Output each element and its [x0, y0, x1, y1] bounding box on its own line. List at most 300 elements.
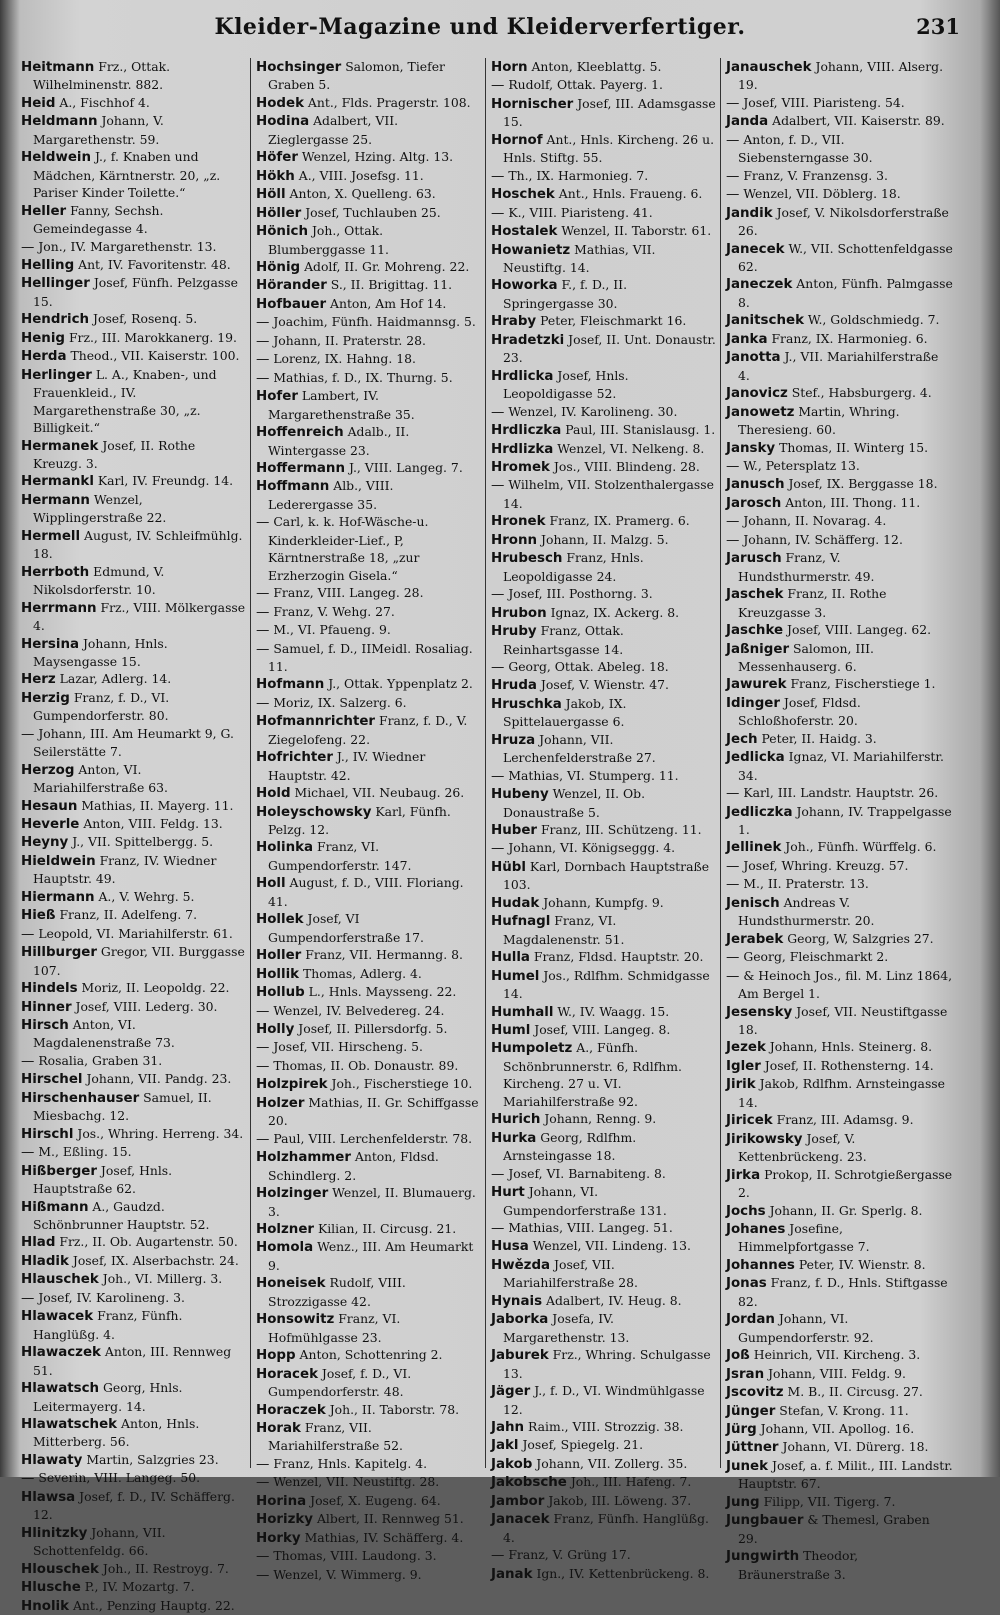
entry-details: Anton, Hnls. Mitterberg. 56. [33, 1415, 200, 1450]
entry-name: Jscovitz [726, 1385, 784, 1401]
entry-details: Rosalia, Graben 31. [34, 1052, 163, 1068]
directory-entry [256, 1184, 482, 1220]
directory-entry [726, 875, 953, 893]
directory-entry [726, 94, 953, 112]
directory-entry [491, 967, 717, 1003]
entry-name: Hubeny [491, 787, 549, 803]
entry-details: Josef, V. Wienstr. 47. [536, 677, 669, 693]
directory-entry [256, 1365, 482, 1401]
entry-details: Moriz, IX. Salzerg. 6. [269, 694, 407, 710]
entry-name: Herzig [21, 690, 70, 706]
entry-name: Homola [256, 1240, 314, 1256]
directory-entry [256, 387, 482, 423]
directory-entry [726, 784, 953, 802]
entry-details: Alb., VIII. Lederergasse 35. [268, 478, 394, 512]
entry-name: Howanietz [491, 242, 571, 258]
directory-entry [726, 730, 953, 748]
entry-details: M. B., II. Circusg. 27. [783, 1384, 923, 1400]
entry-details: Carl, k. k. Hof-Wäsche-u. Kinderkleider-Lief., P, Kärntnerstraße 18, „zur Erzherzogin Gisela.“ [268, 514, 429, 583]
entry-details: Samuel, f. D., IIMeidl. Rosaliag. 11. [268, 640, 473, 674]
directory-entry [21, 1343, 247, 1379]
entry-name: Huml [491, 1023, 531, 1039]
entry-name: Jakobsche [491, 1475, 567, 1491]
entry-details: Josef, Hnls. Leopoldigasse 52. [503, 367, 629, 402]
entry-details: Johann, IV. Schäfferg. 12. [739, 531, 903, 547]
entry-name: Jandik [726, 205, 773, 221]
entry-name: Holly [256, 1022, 295, 1038]
entry-details: Thomas, II. Ob. Donaustr. 89. [269, 1057, 459, 1073]
entry-details: Lorenz, IX. Hahng. 18. [269, 351, 416, 367]
directory-entry [21, 94, 247, 112]
directory-entry [491, 512, 717, 530]
entry-details: Karl, IV. Freundg. 14. [93, 473, 234, 489]
entry-details: Franz, IX. Harmonieg. 6. [767, 330, 928, 346]
entry-name: — [256, 333, 270, 349]
directory-entry [491, 276, 717, 312]
entry-details: A., Gaudzd. Schönbrunner Hauptstr. 52. [33, 1198, 210, 1232]
directory-entry [256, 1455, 482, 1473]
entry-details: Johann, VII. Lerchenfelderstraße 27. [503, 731, 656, 766]
entry-name: Hermanek [21, 438, 99, 454]
entry-name: — [256, 1567, 270, 1583]
entry-details: Wenzel, VII. Döblerg. 18. [739, 186, 901, 202]
entry-name: Jenisch [726, 895, 780, 911]
directory-entry [491, 785, 717, 821]
entry-details: Franz, VI. Gumpendorferstr. 147. [268, 839, 412, 873]
directory-entry [491, 1165, 717, 1183]
entry-name: Holzer [256, 1095, 305, 1111]
entry-details: Lambert, IV. Margarethenstraße 35. [268, 388, 415, 422]
entry-details: Ant., Penzing Hauptg. 22. [69, 1597, 235, 1613]
entry-name: Jsran [726, 1366, 765, 1382]
directory-entry [21, 689, 247, 725]
entry-name: Janacek [491, 1512, 550, 1528]
directory-entry [256, 1130, 482, 1148]
directory-entry [726, 1493, 953, 1511]
entry-details: Josef, Fldsd. Schloßhoferstr. 20. [738, 694, 861, 729]
entry-name: Jarusch [726, 551, 782, 567]
directory-entry [256, 1057, 482, 1075]
directory-entry [21, 1070, 247, 1088]
entry-name: Hoffenreich [256, 425, 344, 441]
entry-details: Thomas, VIII. Laudong. 3. [269, 1548, 437, 1564]
entry-name: — [726, 132, 740, 148]
entry-details: Th., IX. Harmonieg. 7. [504, 167, 649, 183]
entry-name: Herda [21, 349, 67, 365]
entry-name: Holeyschowsky [256, 804, 372, 820]
entry-name: Hofrichter [256, 750, 333, 766]
entry-name: Jawurek [726, 677, 787, 693]
directory-entry [491, 604, 717, 622]
directory-entry [491, 1292, 717, 1310]
entry-details: Joh., Fünfh. Würffelg. 6. [781, 839, 937, 855]
entry-name: Janda [726, 114, 769, 130]
entry-details: Wenzel, II. Ob. Donaustraße 5. [503, 786, 646, 820]
directory-entry [256, 313, 482, 331]
entry-name: Hißmann [21, 1199, 89, 1215]
directory-entry [21, 725, 247, 761]
directory-entry [256, 295, 482, 313]
directory-entry [491, 1237, 717, 1255]
directory-entry [21, 366, 247, 437]
directory-entry [256, 167, 482, 185]
directory-entry [256, 946, 482, 964]
entry-details: Salomon, Tiefer Graben 5. [268, 59, 445, 93]
directory-entry [21, 472, 247, 490]
entry-name: Jäger [491, 1384, 531, 1400]
directory-entry [491, 1382, 717, 1418]
entry-name: Hlauschek [21, 1272, 99, 1288]
entry-details: P., IV. Mozartg. 7. [80, 1579, 195, 1595]
entry-details: Ant., Hnls. Kircheng. 26 u. Hnls. Stiftg. 55. [503, 131, 715, 166]
entry-details: Wenzel, IV. Karolineng. 30. [504, 403, 678, 419]
directory-entry [21, 310, 247, 328]
directory-entry [491, 839, 717, 857]
entry-name: Hlusche [21, 1580, 81, 1596]
entry-name: Hruby [491, 624, 537, 640]
entry-name: — [256, 1040, 270, 1056]
entry-details: Karl, Fünfh. Pelzg. 12. [268, 803, 451, 838]
directory-entry [256, 258, 482, 276]
directory-entry [256, 603, 482, 621]
entry-details: Wenzel, V. Wimmerg. 9. [269, 1566, 422, 1582]
directory-entry [491, 367, 717, 403]
directory-entry [726, 930, 953, 948]
entry-details: Joh., Fischerstiege 10. [327, 1076, 473, 1092]
entry-name: Janecek [726, 241, 785, 257]
entry-name: — [726, 532, 740, 548]
entry-name: Heldwein [21, 150, 92, 166]
entry-name: Höll [256, 187, 286, 203]
entry-details: Wenz., III. Am Heumarkt 9. [268, 1239, 474, 1273]
entry-name: Hinner [21, 999, 72, 1015]
directory-entry [256, 513, 482, 584]
entry-name: Horacek [256, 1366, 318, 1382]
directory-entry [21, 888, 247, 906]
entry-name: Hoschek [491, 187, 555, 203]
entry-name: — [491, 1548, 505, 1564]
entry-details: Lazar, Adlerg. 14. [55, 671, 172, 687]
directory-entry [491, 131, 717, 167]
entry-name: — [21, 926, 35, 942]
directory-entry [491, 1510, 717, 1546]
directory-entry [256, 58, 482, 94]
directory-entry [491, 622, 717, 658]
entry-details: Wenzel, VI. Nelkeng. 8. [553, 440, 705, 456]
entry-name: Heldmann [21, 114, 98, 130]
entry-name: — [21, 726, 35, 742]
entry-details: Franz, V. Wehg. 27. [269, 603, 395, 619]
entry-details: Josef, Hnls. Hauptstraße 62. [33, 1162, 173, 1197]
directory-entry [491, 731, 717, 767]
entry-name: Jarosch [726, 495, 782, 511]
entry-details: Franz, f. D., VI. Gumpendorferstr. 80. [33, 689, 170, 724]
directory-entry [21, 1233, 247, 1251]
entry-name: Hold [256, 786, 291, 802]
entry-name: Hruza [491, 732, 536, 748]
directory-entry [726, 475, 953, 493]
entry-details: Georg, Ottak. Abeleg. 18. [504, 658, 669, 674]
directory-entry [726, 1402, 953, 1420]
entry-details: Josef, Fünfh. Pelzgasse 15. [33, 275, 238, 309]
directory-entry [726, 330, 953, 348]
entry-name: — [256, 352, 270, 368]
entry-name: Holinka [256, 840, 314, 856]
directory-entry [21, 58, 247, 94]
entry-name: Horina [256, 1493, 307, 1509]
entry-details: Martin, Whring. Theresieng. 60. [738, 403, 900, 438]
directory-entry [491, 676, 717, 694]
directory-entry [491, 821, 717, 839]
entry-details: Leopold, VI. Mariahilferstr. 61. [34, 925, 233, 941]
entry-details: Theodor, Bräunerstraße 3. [738, 1548, 859, 1582]
directory-entry [21, 670, 247, 688]
directory-entry [726, 167, 953, 185]
entry-name: Hoffermann [256, 460, 345, 476]
entry-name: Hurich [491, 1112, 541, 1128]
entry-details: Wenzel, Wipplingerstraße 22. [33, 491, 167, 526]
entry-name: — [726, 950, 740, 966]
entry-name: — [256, 515, 270, 531]
directory-entry [256, 204, 482, 222]
directory-entry [21, 491, 247, 527]
entry-details: Wilhelm, VII. Stolzenthalergasse 14. [503, 477, 714, 511]
entry-details: Severin, VIII. Langeg. 50. [34, 1470, 201, 1486]
directory-entry [491, 1129, 717, 1165]
directory-entry [491, 241, 717, 277]
entry-details: Jos., VIII. Blindeng. 28. [549, 458, 700, 474]
directory-entry [491, 1256, 717, 1292]
entry-name: Heitmann [21, 60, 95, 75]
directory-entry [726, 1256, 953, 1274]
entry-name: Jochs [726, 1203, 766, 1219]
entry-details: F., f. D., II. Springergasse 30. [503, 277, 628, 311]
entry-name: Janovicz [726, 386, 788, 402]
entry-details: Anton, Kleeblattg. 5. [527, 59, 662, 74]
entry-name: Hellinger [21, 276, 90, 292]
directory-entry [726, 1511, 953, 1547]
entry-details: Karl, Dornbach Hauptstraße 103. [503, 858, 710, 893]
entry-name: Jakob [491, 1456, 533, 1472]
directory-entry [21, 1198, 247, 1234]
entry-name: Hynais [491, 1293, 543, 1309]
directory-entry [256, 1547, 482, 1565]
directory-entry [726, 748, 953, 784]
entry-details: Kilian, II. Circusg. 21. [314, 1221, 457, 1236]
entry-details: Anton, III. Thong. 11. [781, 494, 921, 510]
entry-name: Honsowitz [256, 1312, 335, 1328]
directory-entry [256, 640, 482, 676]
directory-entry [726, 403, 953, 439]
entry-details: Josef, VI Gumpendorferstraße 17. [268, 911, 424, 945]
entry-name: — [726, 877, 740, 893]
entry-details: Adalbert, VII. Zieglergasse 25. [268, 113, 399, 147]
directory-entry [726, 1130, 953, 1166]
entry-details: Michael, VII. Neubaug. 26. [290, 785, 465, 801]
directory-entry [256, 748, 482, 784]
entry-details: Johann, VI. Gumpendorferstr. 92. [738, 1311, 874, 1345]
entry-details: Heinrich, VII. Kircheng. 3. [749, 1347, 921, 1363]
directory-entry [726, 857, 953, 875]
entry-details: Ign., IV. Kettenbrückeng. 8. [532, 1565, 710, 1581]
entry-details: M., II. Praterstr. 13. [739, 876, 869, 892]
directory-entry [491, 440, 717, 458]
entry-details: Jakob, IX. Spittelauergasse 6. [503, 695, 627, 730]
entry-details: Wenzel, VII. Neustiftg. 28. [269, 1474, 440, 1490]
entry-name: Hönig [256, 259, 301, 275]
entry-name: Jung [726, 1494, 760, 1510]
directory-entry [726, 1274, 953, 1310]
directory-entry [491, 894, 717, 912]
entry-name: Hiermann [21, 889, 95, 905]
entry-details: Joh., II. Taborstr. 78. [325, 1401, 460, 1417]
directory-entry [21, 347, 247, 365]
entry-details: Josef, Spiegelg. 21. [518, 1437, 644, 1453]
entry-name: Hrubesch [491, 551, 563, 567]
entry-name: Hodek [256, 95, 304, 111]
entry-details: Josef, II. Unt. Donaustr. 23. [503, 331, 716, 366]
entry-name: Hlawsa [21, 1489, 76, 1505]
entry-name: Horky [256, 1530, 301, 1546]
directory-entry [21, 1252, 247, 1270]
directory-entry [726, 311, 953, 329]
directory-entry [726, 131, 953, 167]
entry-name: Hlad [21, 1235, 56, 1251]
directory-entry [491, 1183, 717, 1219]
directory-entry [21, 238, 247, 256]
directory-entry [491, 76, 717, 94]
entry-name: — [256, 315, 270, 331]
entry-details: Anton, Fldsd. Schindlerg. 2. [268, 1149, 439, 1183]
entry-name: — [256, 1475, 270, 1491]
entry-name: Jordan [726, 1312, 775, 1328]
entry-details: Anton, Schottenring 2. [295, 1347, 443, 1363]
directory-entry [21, 833, 247, 851]
directory-entry [491, 1346, 717, 1382]
directory-entry [256, 838, 482, 874]
entry-name: Igler [726, 1058, 761, 1074]
entry-name: — [21, 1145, 35, 1161]
directory-entry [21, 1307, 247, 1343]
entry-name: — [256, 623, 270, 639]
directory-entry [256, 1566, 482, 1584]
entry-details: W., VII. Schottenfeldgasse 62. [738, 240, 953, 274]
entry-details: Josef, II. Rothe Kreuzg. 3. [33, 437, 196, 471]
entry-details: Franz, Fünfh. Hanglüßg. 4. [33, 1308, 183, 1342]
entry-details: Mathias, II. Mayerg. 11. [77, 797, 234, 813]
directory-entry [256, 477, 482, 513]
directory-entry [491, 948, 717, 966]
entry-details: & Heinoch Jos., fil. M. Linz 1864, Am Bergel 1. [738, 967, 953, 1002]
entry-name: Janitschek [726, 313, 804, 329]
entry-details: Johann, VIII. Feldg. 9. [764, 1365, 906, 1381]
entry-details: A., Fünfh. Schönbrunnerstr. 6, Rdlfhm. Kircheng. 27 u. VI. Mariahilferstraße 92. [503, 1040, 682, 1109]
entry-details: J., f. D., VI. Windmühlgasse 12. [503, 1383, 705, 1417]
entry-name: Hofmannrichter [256, 714, 376, 730]
directory-entry [256, 584, 482, 602]
entry-name: — [726, 168, 740, 184]
entry-details: Adolf, II. Gr. Mohreng. 22. [300, 258, 470, 274]
entry-name: Hoffmann [256, 479, 330, 495]
entry-name: Jaborka [491, 1312, 549, 1328]
entry-name: Herzog [21, 762, 75, 778]
entry-name: Jürg [726, 1421, 757, 1437]
directory-entry [256, 803, 482, 839]
directory-entry [21, 527, 247, 563]
entry-details: Georg, Fleischmarkt 2. [739, 949, 889, 965]
directory-entry [256, 1401, 482, 1419]
entry-details: Johann, VI. Königseggg. 4. [504, 840, 676, 856]
directory-entry [491, 858, 717, 894]
entry-details: J., Ottak. Yppenplatz 2. [324, 676, 473, 692]
entry-details: Rudolf, VIII. Strozzigasse 42. [268, 1275, 406, 1309]
entry-details: Joh., Ottak. Blumberggasse 11. [268, 223, 389, 257]
directory-entry [726, 585, 953, 621]
entry-details: Franz, Ottak. Reinhartsgasse 14. [503, 623, 624, 657]
entry-details: Franz, III. Schützeng. 11. [537, 822, 702, 838]
directory-entry [726, 204, 953, 240]
directory-entry [21, 998, 247, 1016]
entry-details: Johann, VI. Gumpendorferstraße 131. [503, 1184, 667, 1218]
directory-entry [21, 1560, 247, 1578]
entry-name: — [491, 478, 505, 494]
entry-name: Hübl [491, 859, 526, 875]
entry-details: Johann, VII. Apollog. 16. [756, 1420, 915, 1436]
directory-entry [726, 275, 953, 311]
entry-name: — [21, 1053, 35, 1069]
entry-name: Jansky [726, 440, 776, 456]
entry-name: Henig [21, 330, 65, 346]
entry-name: Hudak [491, 895, 540, 911]
directory-entry [256, 675, 482, 693]
directory-entry [21, 815, 247, 833]
entry-name: — [256, 1058, 270, 1074]
directory-entry [726, 694, 953, 730]
entry-details: Ignaz, VI. Mariahilferstr. 34. [738, 749, 944, 783]
entry-details: Prokop, II. Schrotgießergasse 2. [738, 1166, 953, 1201]
entry-name: Hornischer [491, 96, 574, 112]
directory-entry [256, 1419, 482, 1455]
entry-details: Franz, VII. Mariahilferstraße 52. [268, 1419, 403, 1454]
directory-entry [21, 925, 247, 943]
entry-name: — [726, 458, 740, 474]
entry-name: Janusch [726, 477, 785, 493]
entry-name: Hlawatschek [21, 1416, 118, 1432]
directory-entry [256, 874, 482, 910]
entry-name: — [491, 168, 505, 184]
directory-entry [491, 1003, 717, 1021]
entry-name: Hruda [491, 678, 537, 694]
entry-name: — [256, 586, 270, 602]
entry-details: Mathias, f. D., IX. Thurng. 5. [269, 369, 453, 385]
entry-details: Franz, II. Rothe Kreuzgasse 3. [738, 586, 887, 620]
entry-name: — [491, 1221, 505, 1236]
entry-details: Andreas V. Hundsthurmerstr. 20. [738, 894, 875, 929]
entry-details: Ant., Hnls. Fraueng. 6. [554, 186, 703, 202]
directory-entry [256, 369, 482, 387]
directory-entry [21, 906, 247, 924]
entry-name: — [256, 1003, 270, 1019]
entry-details: Wenzel, Hzing. Altg. 13. [297, 149, 454, 165]
page-header [0, 14, 1000, 44]
directory-entry [491, 185, 717, 203]
directory-entry [726, 1057, 953, 1075]
entry-details: Stef., Habsburgerg. 4. [787, 385, 932, 401]
entry-name: Holzinger [256, 1186, 329, 1202]
entry-details: Josef, III. Posthorng. 3. [504, 586, 653, 602]
entry-details: Wenzel, IV. Belvedereg. 24. [269, 1002, 445, 1018]
directory-entry [21, 1451, 247, 1469]
